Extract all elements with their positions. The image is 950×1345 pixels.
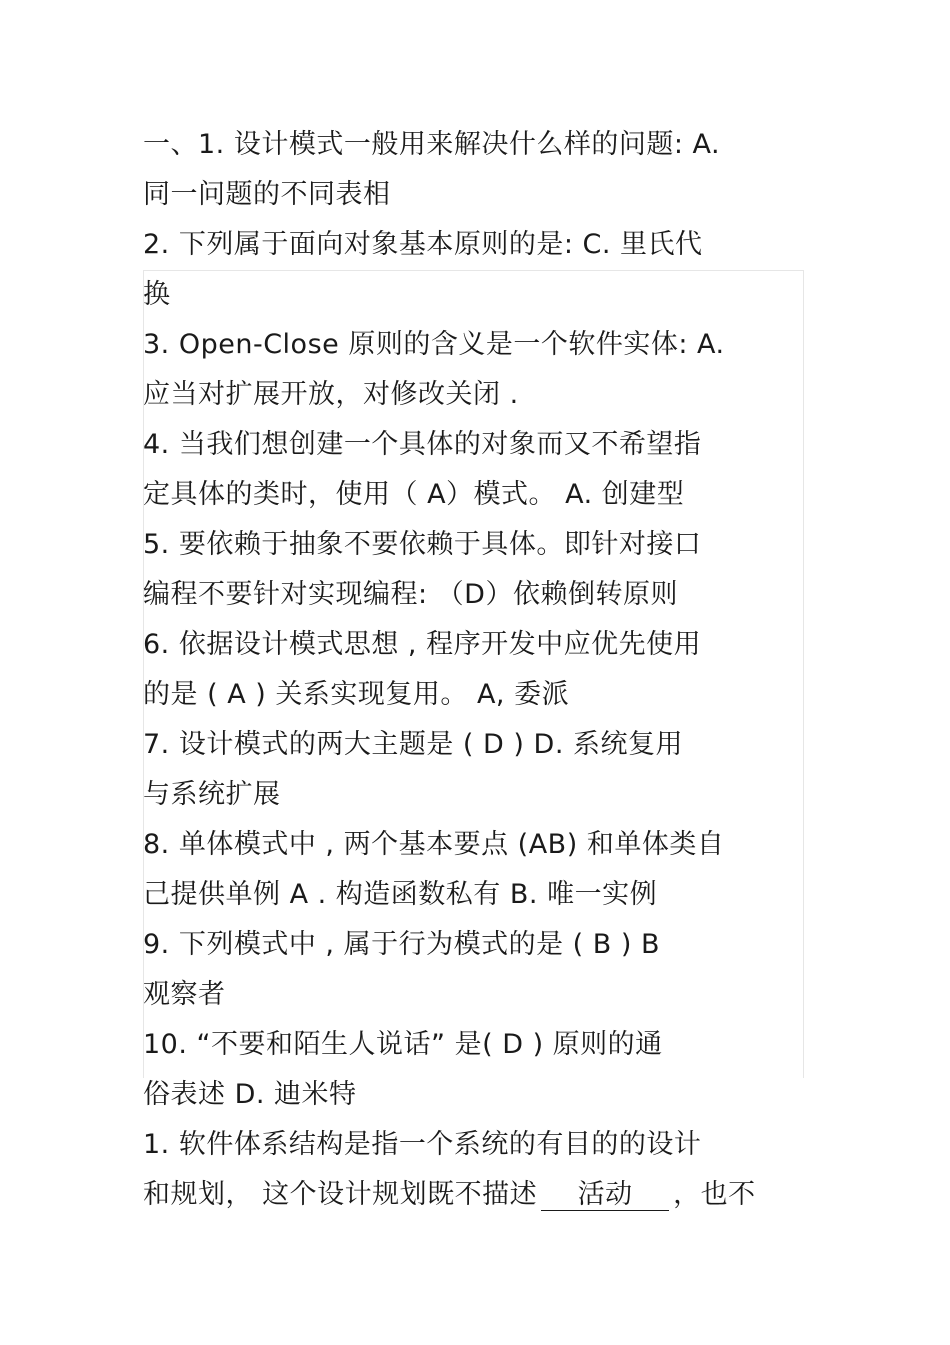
text-segment: ，也不: [673, 1179, 756, 1210]
text-line: 7. 设计模式的两大主题是 ( D ) D. 系统复用: [143, 729, 683, 760]
text-line: 与系统扩展: [143, 779, 281, 810]
text-line-with-blank: [143, 1170, 813, 1220]
text-line: 观察者: [143, 979, 226, 1010]
text-line: 己提供单例 A . 构造函数私有 B. 唯一实例: [143, 879, 658, 910]
text-line: 编程不要针对实现编程: （D）依赖倒转原则: [143, 579, 678, 610]
text-line: 3. Open-Close 原则的含义是一个软件实体: A.: [143, 329, 725, 360]
text-line: 10. “不要和陌生人说话” 是( D ) 原则的通: [143, 1029, 663, 1060]
fill-in-blank: 活动: [541, 1180, 669, 1211]
text-segment: 和规划， 这个设计规划既不描述: [143, 1179, 538, 1210]
text-line: 换: [143, 279, 171, 310]
text-line: 俗表述 D. 迪米特: [143, 1079, 357, 1110]
text-line: 应当对扩展开放，对修改关闭 .: [143, 379, 519, 410]
text-line: 的是 ( A ) 关系实现复用。 A, 委派: [143, 679, 570, 710]
text-line: 2. 下列属于面向对象基本原则的是: C. 里氏代: [143, 229, 703, 260]
text-line: 一、1. 设计模式一般用来解决什么样的问题: A.: [143, 129, 721, 160]
text-line: 5. 要依赖于抽象不要依赖于具体。即针对接口: [143, 529, 702, 560]
text-line: 9. 下列模式中 , 属于行为模式的是 ( B ) B: [143, 929, 661, 960]
text-line: 同一问题的不同表相: [143, 179, 391, 210]
document-body: [143, 120, 813, 1220]
text-line: 6. 依据设计模式思想 , 程序开发中应优先使用: [143, 629, 702, 660]
text-line: 4. 当我们想创建一个具体的对象而又不希望指: [143, 429, 702, 460]
text-line: 定具体的类时，使用（ A）模式。 A. 创建型: [143, 479, 685, 510]
text-line: 8. 单体模式中 , 两个基本要点 (AB) 和单体类自: [143, 829, 725, 860]
text-line: 1. 软件体系结构是指一个系统的有目的的设计: [143, 1129, 702, 1160]
